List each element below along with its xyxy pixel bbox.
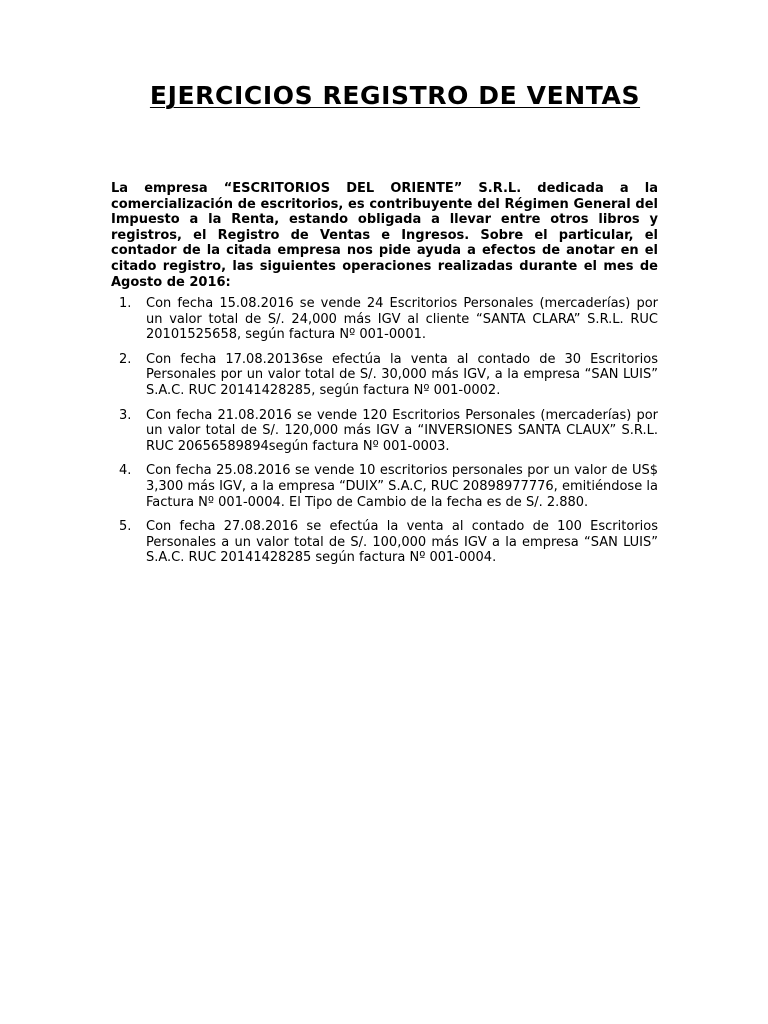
operation-item xyxy=(111,352,658,399)
document-title-text: EJERCICIOS REGISTRO DE VENTAS xyxy=(149,81,641,110)
operation-number: 3. xyxy=(119,407,132,423)
operation-number: 1. xyxy=(119,296,132,311)
operation-text: Con fecha 27.08.2016 se efectúa la venta al contado de 100 Escritorios Personales a un valor total de S/. 100,000 más IGV a la empresa “SAN LUIS” S.A.C. RUC 20141428285 según factura Nº 001-0004. xyxy=(146,519,658,566)
document-title xyxy=(0,80,768,112)
intro-paragraph: La empresa “ESCRITORIOS DEL ORIENTE” S.R.L. dedicada a la comercialización de escritorios, es contribuyente del Régimen General del Impuesto a la Renta, estando obligada a llevar entre otros libros y registros, el Registro de Ventas e Ingresos. Sobre el particular, el contador de la citada empresa nos pide ayuda a efectos de anotar en el citado registro, las siguientes operaciones realizadas durante el mes de Agosto de 2016: xyxy=(111,181,658,290)
operation-number: 5. xyxy=(119,519,132,535)
operation-number: 4. xyxy=(119,463,132,479)
operation-item xyxy=(111,463,658,510)
operation-item xyxy=(111,519,658,566)
operation-number: 2. xyxy=(119,351,132,367)
operation-text: Con fecha 17.08.20136se efectúa la venta al contado de 30 Escritorios Personales por un valor total de S/. 30,000 más IGV, a la empresa “SAN LUIS” S.A.C. RUC 20141428285, según factura Nº 001-0002. xyxy=(146,351,658,398)
operation-text: Con fecha 15.08.2016 se vende 24 Escritorios Personales (mercaderías) por un valor total de S/. 24,000 más IGV al cliente “SANTA CLARA” S.R.L. RUC 20101525658, según factura Nº 001-0001. xyxy=(146,296,658,343)
operation-item xyxy=(111,296,658,343)
operation-text: Con fecha 21.08.2016 se vende 120 Escritorios Personales (mercaderías) por un valor total de S/. 120,000 más IGV a “INVERSIONES SANTA CLAUX” S.R.L. RUC 20656589894según factura Nº 001-0003. xyxy=(146,407,658,454)
operation-item xyxy=(111,408,658,455)
operation-text: Con fecha 25.08.2016 se vende 10 escritorios personales por un valor de US$ 3,300 más IGV, a la empresa “DUIX” S.A.C, RUC 20898977776, emitiéndose la Factura Nº 001-0004. El Tipo de Cambio de la fecha es de S/. 2.880. xyxy=(146,463,658,510)
operations-list xyxy=(111,296,658,575)
